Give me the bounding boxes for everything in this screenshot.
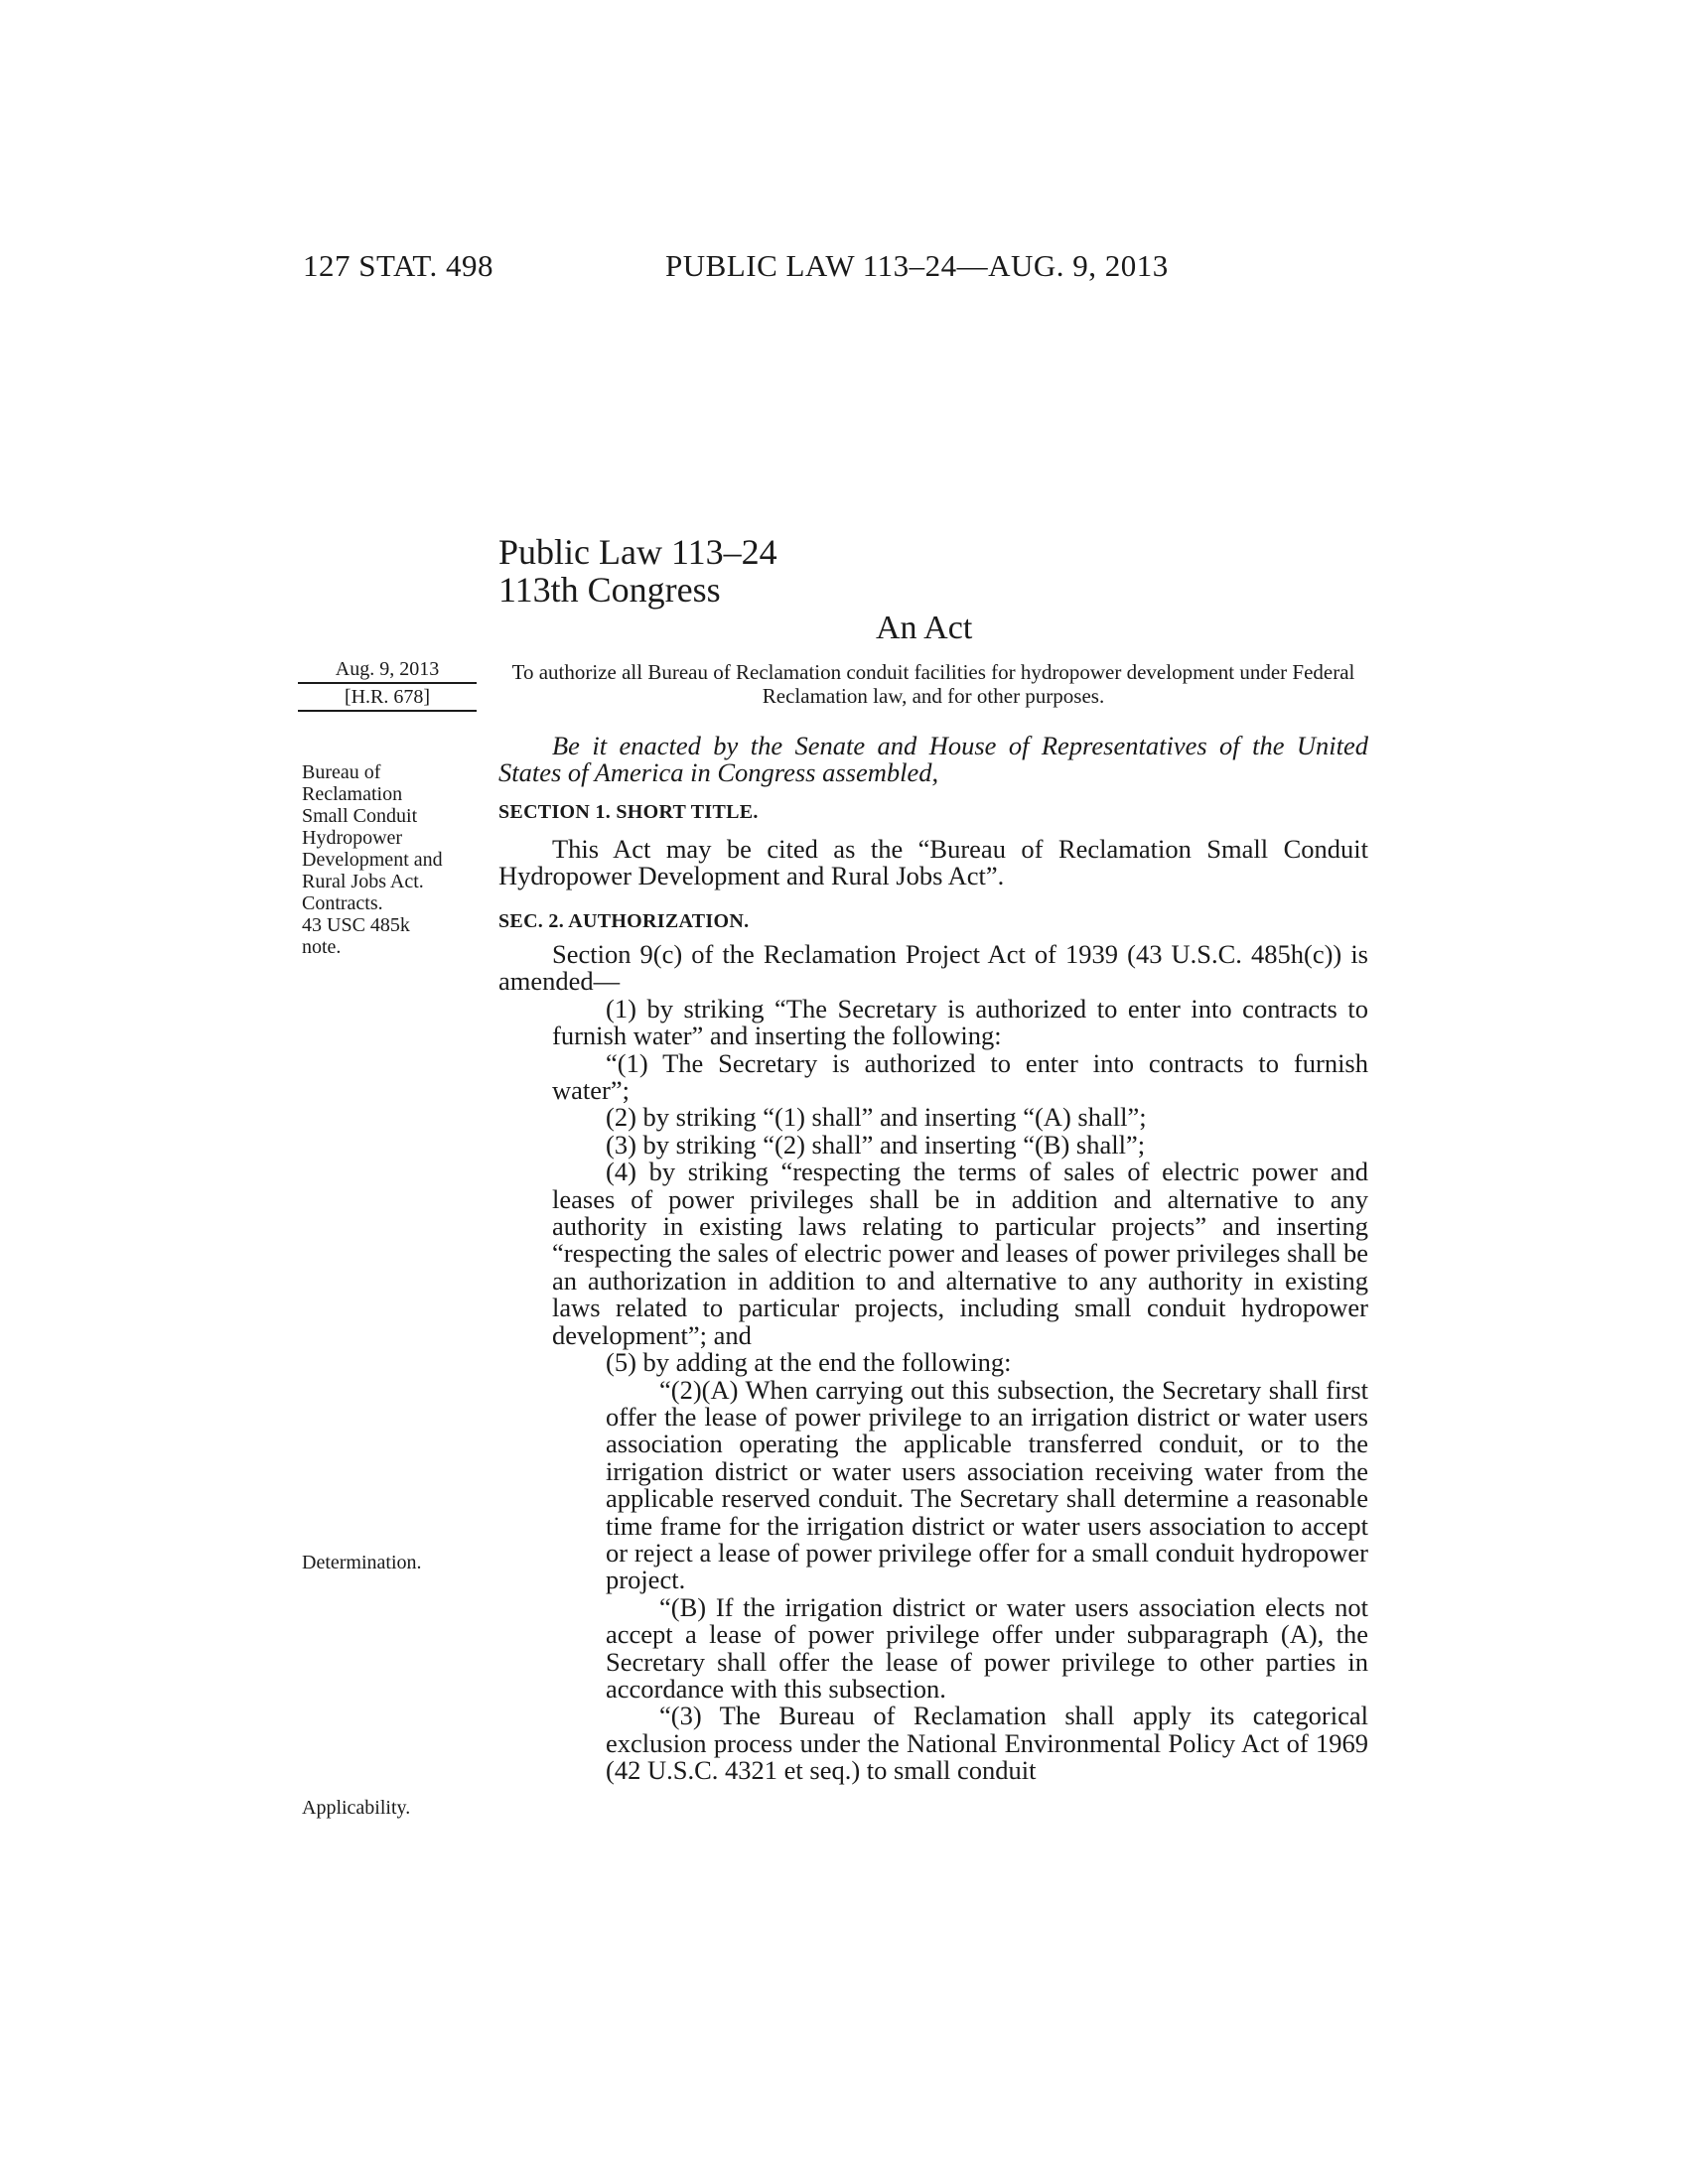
- amendment-item-1: (1) by striking “The Secretary is authorized to enter into contracts to furnish water” and inserting the following:: [552, 993, 1368, 1051]
- marginal-note-applicability: Applicability.: [302, 1797, 411, 1819]
- bill-number: [H.R. 678]: [344, 686, 431, 708]
- enactment-date-box: [298, 658, 477, 714]
- congress-number: 113th Congress: [498, 570, 721, 610]
- enacting-clause-block: [498, 733, 1368, 787]
- marginal-note-usc: 43 USC 485k: [302, 914, 410, 936]
- amendment-item-2: (2) by striking “(1) shall” and inserting “(A) shall”;: [606, 1102, 1147, 1133]
- running-header: PUBLIC LAW 113–24—AUG. 9, 2013: [665, 248, 1169, 283]
- note-line: Bureau of: [302, 761, 381, 783]
- enactment-date: Aug. 9, 2013: [335, 658, 440, 680]
- section-2-body: [498, 941, 1368, 1785]
- marginal-note-determination: Determination.: [302, 1552, 422, 1573]
- section-1-body: [498, 836, 1368, 890]
- amendment-item-5: (5) by adding at the end the following:: [606, 1347, 1012, 1378]
- divider: [298, 682, 477, 684]
- inserted-paragraph-3: “(3) The Bureau of Reclamation shall apply its categorical exclusion process under the National Environmental Policy Act of 1969 (42 U.S.C. 4321 et seq.) to small conduit: [606, 1701, 1368, 1786]
- purpose-statement: To authorize all Bureau of Reclamation conduit facilities for hydropower development under Federal Reclamation law, and for other purposes.: [511, 660, 1355, 708]
- note-line: Reclamation: [302, 783, 403, 805]
- note-line: Hydropower: [302, 827, 403, 849]
- amendment-item-3: (3) by striking “(2) shall” and inserting “(B) shall”;: [606, 1129, 1146, 1160]
- inserted-paragraph-2b: “(B) If the irrigation district or water users association elects not accept a lease of power privilege offer under subparagraph (A), the Secretary shall offer the lease of power privilege to other parties in accordance with this subsection.: [606, 1591, 1368, 1704]
- law-number: Public Law 113–24: [498, 532, 777, 572]
- inserted-paragraph-2a: “(2)(A) When carrying out this subsection, the Secretary shall first offer the lease of power privilege to an irrigation district or water users association operating the applicable transferred conduit, or to the irrigation district or water users association receiving water from the applicable reserved conduit. The Secretary shall determine a reasonable time frame for the irrigation district or water users association to accept or reject a lease of power privilege offer for a small conduit hydropower project.: [606, 1374, 1368, 1595]
- section-2-intro: Section 9(c) of the Reclamation Project Act of 1939 (43 U.S.C. 485h(c)) is amended—: [498, 939, 1368, 997]
- marginal-note-note: note.: [302, 936, 342, 958]
- section-1-text: This Act may be cited as the “Bureau of Reclamation Small Conduit Hydropower Development and Rural Jobs Act”.: [498, 834, 1368, 891]
- section-2-heading: SEC. 2. AUTHORIZATION.: [498, 910, 750, 932]
- an-act-title: An Act: [876, 610, 973, 646]
- marginal-note-contracts: Contracts.: [302, 892, 383, 914]
- marginal-note-short-title: [302, 761, 481, 958]
- section-1: [498, 799, 1368, 826]
- amendment-item-1-quote: “(1) The Secretary is authorized to enter into contracts to furnish water”;: [552, 1047, 1368, 1106]
- note-line: Small Conduit: [302, 805, 418, 827]
- section-2: [498, 908, 1368, 935]
- note-line: Rural Jobs Act.: [302, 871, 424, 892]
- note-line: Development and: [302, 849, 443, 871]
- page-stat-reference: 127 STAT. 498: [303, 248, 494, 283]
- amendment-item-4: (4) by striking “respecting the terms of sales of electric power and leases of power privileges shall be in addition and alternative to any authority in existing laws relating to particular projects” and inserting “respecting the sales of electric power and leases of power privileges shall be an authorization in addition to and alternative to any authority in existing laws related to particular projects, including small conduit hydropower development”; and: [552, 1157, 1368, 1350]
- section-1-heading: SECTION 1. SHORT TITLE.: [498, 801, 759, 823]
- enacting-clause: Be it enacted by the Senate and House of Representatives of the United States of America in Congress assembled,: [498, 731, 1368, 788]
- divider: [298, 710, 477, 712]
